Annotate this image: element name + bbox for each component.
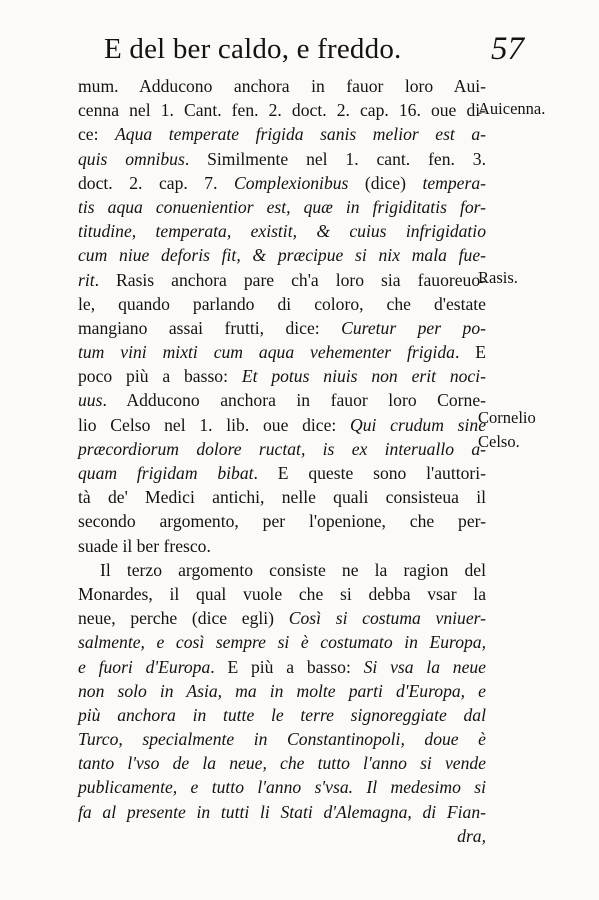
text-run: Il terzo argomento consiste ne la ragion del <box>100 559 486 580</box>
text-run: Monardes, il qual vuole che si debba vsar la <box>78 583 486 604</box>
text-run: Aqua temperate frigida sanis melior est a- <box>115 124 487 145</box>
text-run: suade il ber fresco. <box>78 535 211 556</box>
text-run: secondo argomento, per l'openione, che per- <box>78 511 486 532</box>
text-run: cum niue deforis fit, & præcipue si nix mala fue- <box>78 245 486 266</box>
text-line <box>78 630 486 654</box>
text-line <box>78 122 486 146</box>
text-run: quam frigidam bibat <box>78 463 254 483</box>
body-text <box>78 74 486 848</box>
text-line <box>78 727 486 751</box>
text-line <box>78 243 486 267</box>
text-line <box>78 340 486 364</box>
text-line <box>78 751 486 775</box>
text-line <box>78 219 486 243</box>
text-line <box>78 171 486 195</box>
text-line <box>78 655 486 679</box>
text-run: rit <box>78 269 95 290</box>
text-run: temperа- <box>422 172 486 193</box>
text-run: Qui crudum sine <box>350 414 486 435</box>
text-line <box>78 74 486 98</box>
text-line <box>78 268 486 292</box>
text-line <box>78 679 486 703</box>
text-line <box>78 292 486 316</box>
running-title: E del ber caldo, e freddo. <box>104 33 402 65</box>
page-header <box>104 33 524 73</box>
text-run: neue, perche (dice egli) <box>78 608 289 629</box>
text-run: Così si costuma vniuer- <box>288 608 486 629</box>
text-run: tanto l'vso de la neue, che tutto l'anno si vende <box>78 753 486 774</box>
text-run: tà de' Medici antichi, nelle quali consisteua il <box>78 487 486 508</box>
text-run: tum vini mixti cum aqua vehementer frigida <box>78 342 455 363</box>
text-run: . E <box>454 342 486 363</box>
text-run: Curetur per po- <box>341 317 486 338</box>
text-run: ce: <box>78 124 116 145</box>
margin-note-auicenna: Auicenna. <box>478 99 546 118</box>
text-run: lio Celso nel 1. lib. oue dice: <box>78 414 351 435</box>
text-run: tis aqua conuenientior est, quæ in frigiditatis for- <box>78 196 486 217</box>
text-line <box>78 558 486 582</box>
text-run: fa al presente in tutti li Stati d'Alemagna, di Fian- <box>78 801 486 822</box>
page-number: 57 <box>491 31 524 67</box>
text-line <box>78 413 486 437</box>
text-run: mum. Adducono anchora in fauor loro Aui- <box>78 76 486 96</box>
text-run: Si vsa la neue <box>363 656 486 677</box>
text-run: (dice) <box>348 172 423 193</box>
text-line <box>78 800 486 824</box>
text-run: . E più a basso: <box>210 656 364 677</box>
text-run: non solo in Asia, ma in molte parti d'Europa, e <box>78 680 486 701</box>
text-run: titudine, temperata, existit, & cuius infrigidatio <box>78 221 486 242</box>
text-run: . E queste sono l'auttori- <box>253 463 486 483</box>
text-run: cenna nel 1. Cant. fen. 2. doct. 2. cap. 16. oue di- <box>78 100 486 121</box>
text-run: Complexionibus <box>234 172 349 193</box>
text-run: e fuori d'Europa <box>78 656 211 677</box>
text-run: Et potus niuis non erit noci- <box>241 366 486 387</box>
text-run: dra, <box>457 825 486 846</box>
text-run: Turco, specialmente in Constantinopoli, doue è <box>78 729 486 750</box>
text-run: quis omnibus <box>78 148 185 169</box>
text-run: doct. 2. cap. 7. <box>78 172 235 193</box>
text-line <box>78 388 486 412</box>
text-run: publicamente, e tutto l'anno s'vsa. Il medesimo si <box>78 777 486 798</box>
text-line <box>78 364 486 388</box>
text-run: mangiano assai frutti, dice: <box>78 317 342 338</box>
text-run: præcordiorum dolore ructat, is ex interuallo a- <box>78 438 486 459</box>
margin-note-rasis: Rasis. <box>478 268 518 287</box>
text-run: . Similmente nel 1. cant. fen. 3. <box>184 148 486 169</box>
text-run: . Rasis anchora pare ch'a loro sia fauoreuo- <box>94 269 486 290</box>
text-line <box>78 195 486 219</box>
text-line <box>78 824 486 848</box>
text-run: poco più a basso: <box>78 366 242 387</box>
margin-note-celso: Celso. <box>478 432 520 451</box>
text-line <box>78 703 486 727</box>
text-line <box>78 98 486 122</box>
text-line <box>78 461 486 485</box>
text-run: le, quando parlando di coloro, che d'estate <box>78 293 486 314</box>
text-line <box>78 509 486 533</box>
text-line <box>78 606 486 630</box>
text-line <box>78 775 486 799</box>
text-line <box>78 316 486 340</box>
text-run: . Adducono anchora in fauor loro Corne- <box>102 390 486 411</box>
text-line <box>78 534 486 558</box>
text-line <box>78 582 486 606</box>
text-run: salmente, e così sempre si è costumato in Europa, <box>78 632 486 653</box>
text-line <box>78 485 486 509</box>
margin-note-cornelio: Cornelio <box>478 408 536 427</box>
text-line <box>78 147 486 171</box>
text-line <box>78 437 486 461</box>
text-run: uus <box>78 390 103 411</box>
text-run: più anchora in tutte le terre signoreggiate dal <box>78 704 486 725</box>
